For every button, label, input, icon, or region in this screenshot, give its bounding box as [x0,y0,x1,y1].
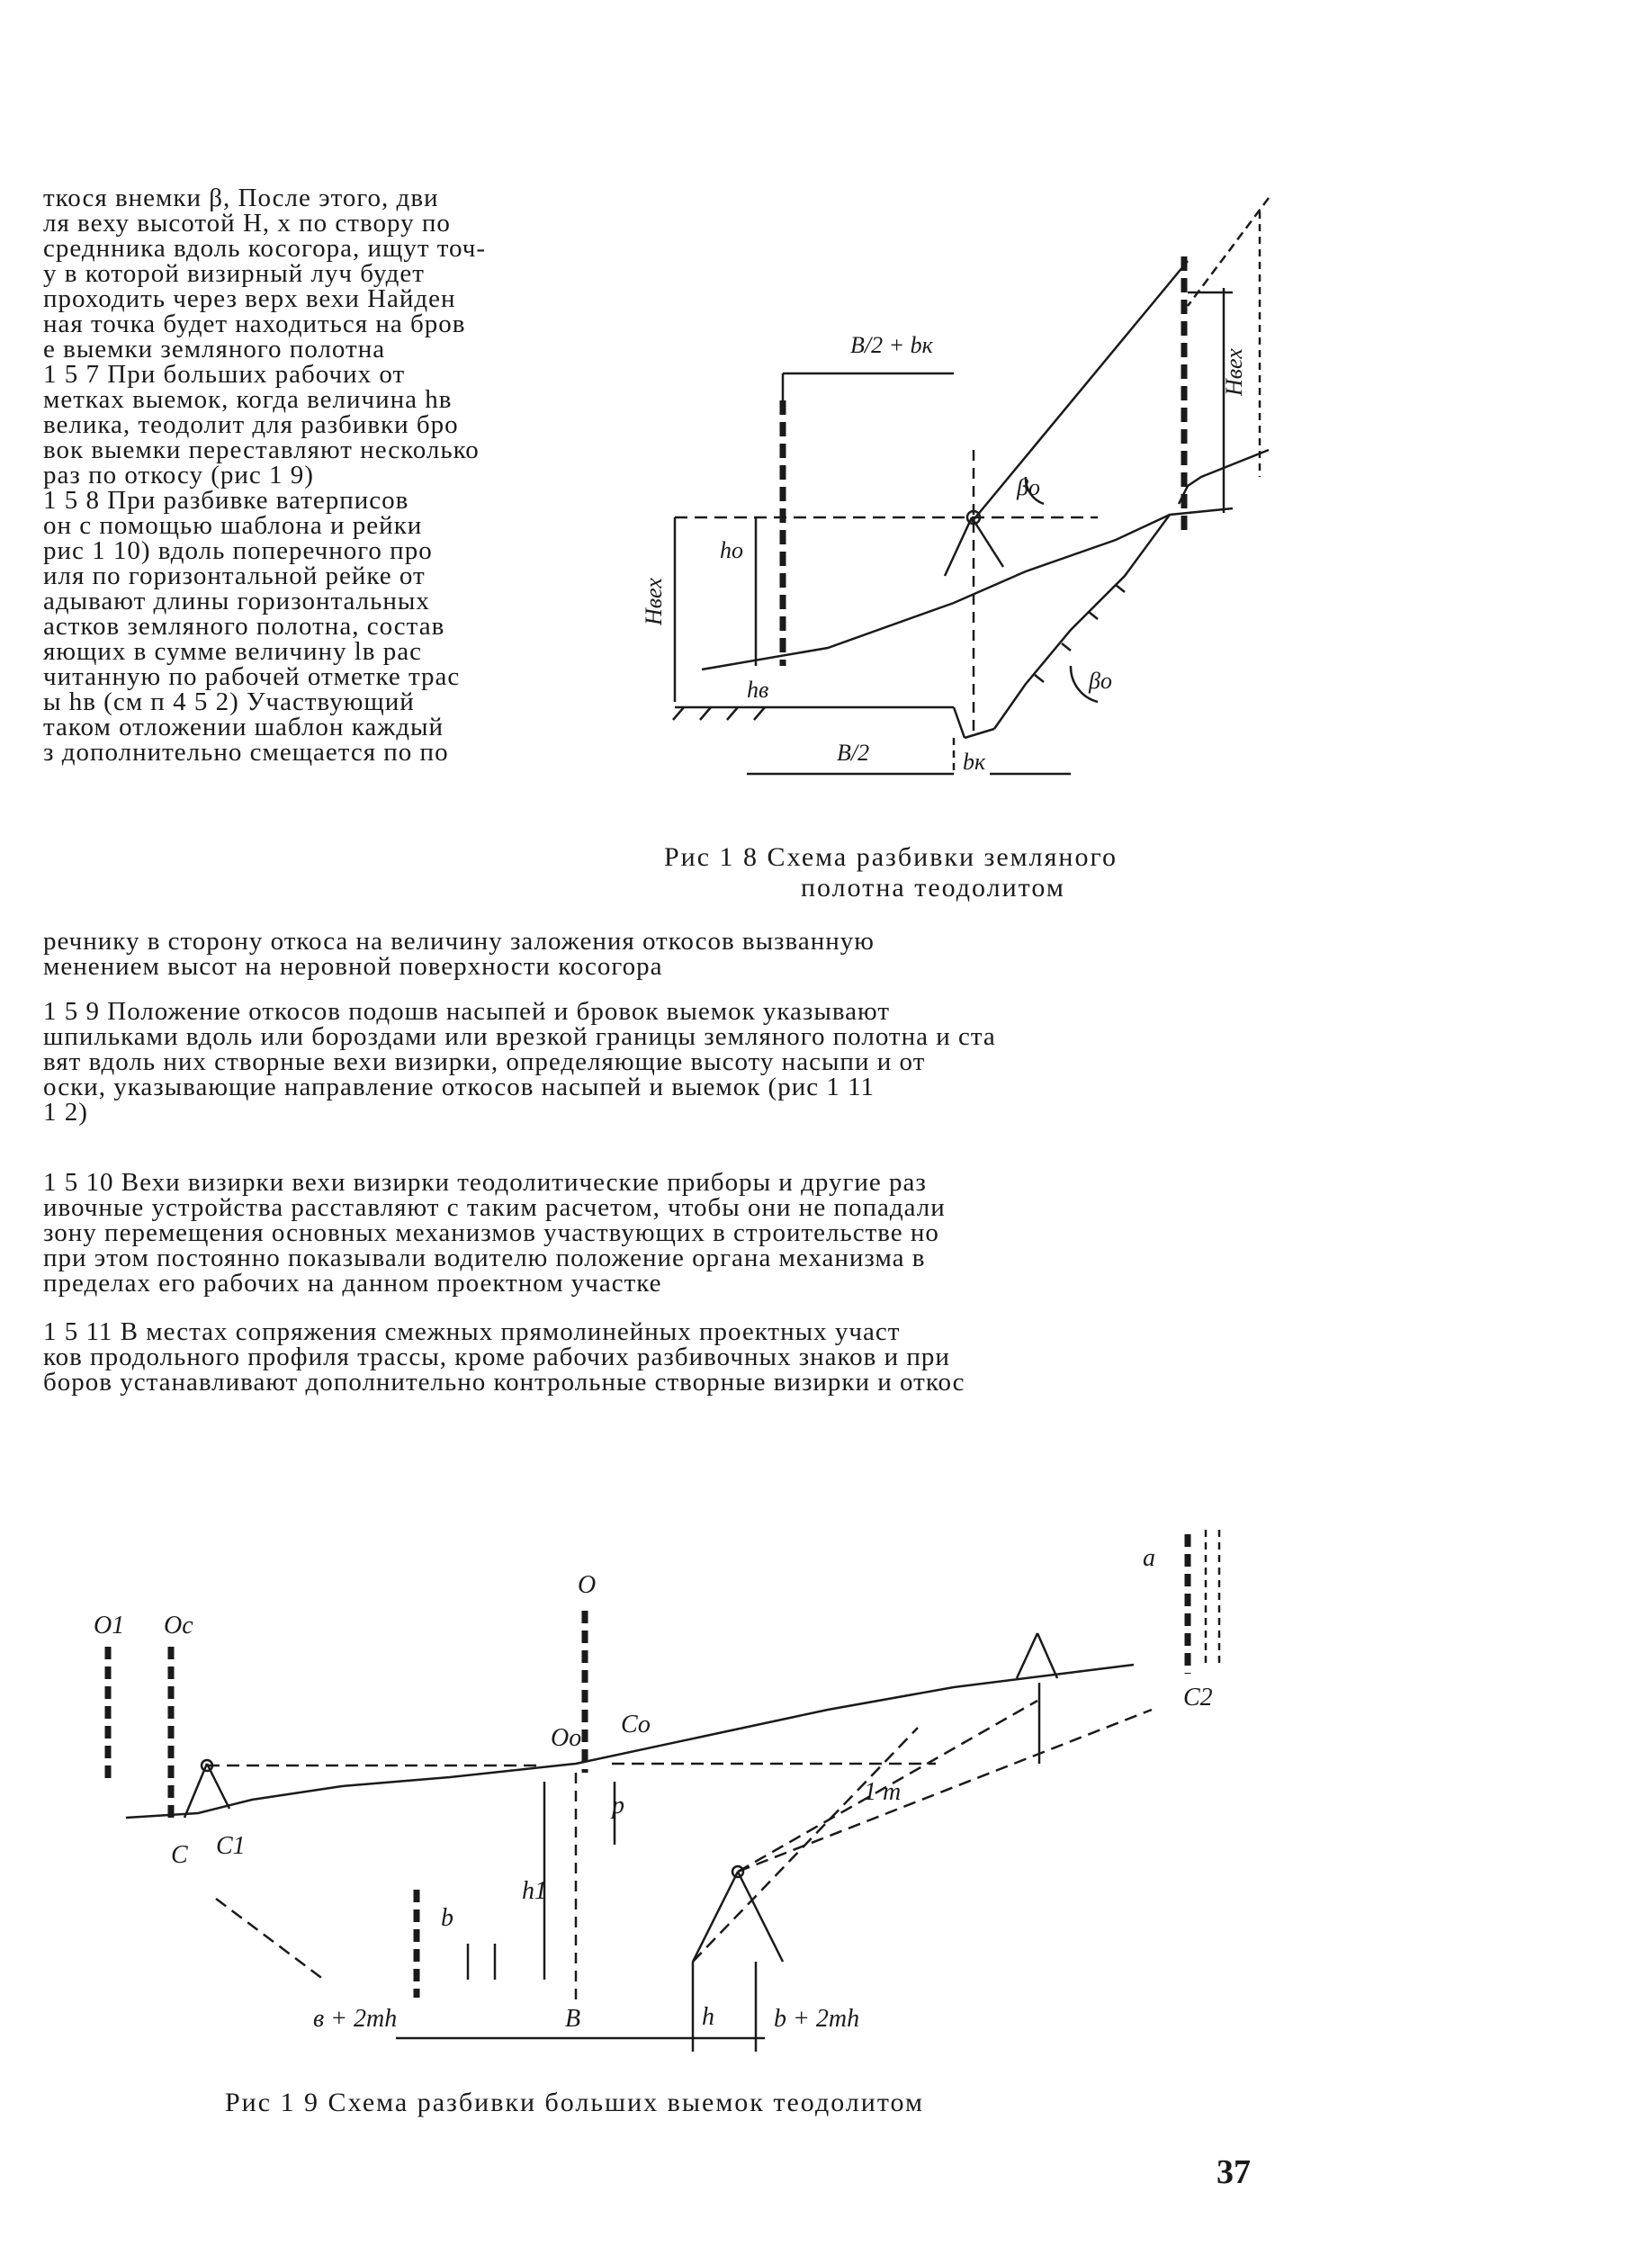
fig19-label-a: а [1143,1544,1155,1572]
left-column-line: 1 5 7 При больших рабочих от [43,360,406,389]
fig19-label-c0: Со [621,1711,651,1738]
fig19-label-c: С [171,1841,188,1869]
left-column-line: проходить через верх вехи Найден [43,284,456,313]
left-column-line: 1 5 8 При разбивке ватерписов [43,486,409,515]
figure-1-8-caption-line1: Рис 1 8 Схема разбивки земляного [664,842,1118,872]
left-column-line: велика, теодолит для разбивки бро [43,410,459,439]
left-column-line: яющих в сумме величину lв рас [43,637,422,666]
paragraph-line: ивочные устройства расставляют с таким расчетом, чтобы они не попадали [43,1193,946,1222]
fig19-label-o-top: О [578,1571,597,1599]
left-column-line: метках выемок, когда величина hв [43,385,453,414]
fig18-label-hveh-left: Нвех [641,578,667,625]
fig19-label-h: h [702,2003,714,2031]
fig18-label-beta-top: βо [1017,474,1040,500]
left-column-line: раз по откосу (рис 1 9) [43,461,314,490]
fig19-label-c2: С2 [1183,1684,1213,1711]
fig19-label-p: р [612,1792,624,1819]
left-column-line: среднника вдоль косогора, ищут точ- [43,234,487,263]
fig19-label-b: В [565,2005,581,2033]
paragraph-line: зону перемещения основных механизмов участвующих в строительстве но [43,1218,939,1247]
fig18-label-b2bk: В/2 + bк [850,332,933,358]
paragraph-1-5-11 [43,1319,1249,1395]
paragraph-line: пределах его рабочих на данном проектном участке [43,1269,662,1298]
left-column-line: вок выемки переставляют несколько [43,436,480,464]
paragraph-1-5-10 [43,1170,1249,1296]
paragraph-line: вят вдоль них створные вехи визирки, определяющие высоту насыпи и от [43,1047,926,1076]
left-column-text [43,185,610,765]
paragraph-line: 1 5 11 В местах сопряжения смежных прямолинейных проектных участ [43,1317,901,1346]
fig19-label-right-bottom: b + 2mh [774,2005,860,2033]
fig19-label-o1: О1 [94,1612,125,1640]
left-column-line: ля веху высотой Н, х по створу по [43,209,451,238]
continuation-text [43,929,1249,979]
paragraph-line: 1 5 9 Положение откосов подошв насыпей и бровок выемок указывают [43,997,891,1026]
paragraph-line: боров устанавливают дополнительно контрольные створные визирки и откос [43,1368,965,1397]
fig18-label-beta-bottom: βо [1089,668,1112,694]
continuation-line: менением высот на неровной поверхности косогора [43,952,663,981]
left-column-line: е выемки земляного полотна [43,335,386,364]
fig19-label-c1: С1 [216,1832,246,1860]
fig19-label-left-bottom: в + 2mh [313,2005,398,2033]
paragraph-line: шпильками вдоль или бороздами или врезкой границы земляного полотна и ста [43,1022,996,1051]
fig18-label-hv: hв [747,677,769,703]
figure-1-9 [72,1476,1260,2033]
figure-1-8-caption-line2: полотна теодолитом [801,873,1065,903]
left-column-line: таком отложении шаблон каждый [43,713,444,741]
left-column-line: у в которой визирный луч будет [43,259,425,288]
paragraph-line: 1 2) [43,1098,88,1127]
fig19-label-b-small: b [441,1904,453,1932]
page-number: 37 [1217,2153,1251,2191]
left-column-line: адывают длины горизонтальных [43,587,430,615]
left-column-line: ы hв (см п 4 5 2) Участвующий [43,687,415,716]
left-column-line: иля по горизонтальной рейке от [43,562,426,590]
figure-1-9-caption: Рис 1 9 Схема разбивки больших выемок теодолитом [225,2088,924,2117]
left-column-line: ткося внемки β, После этого, дви [43,184,439,212]
fig18-label-hveh-right: Нвех [1221,348,1247,396]
fig18-label-bk: bк [963,749,986,775]
fig18-label-b2: В/2 [837,740,870,766]
left-column-line: астков земляного полотна, состав [43,612,445,641]
left-column-line: з дополнительно смещается по по [43,738,449,767]
figure-1-8 [641,198,1296,846]
left-column-line: ная точка будет находиться на бров [43,310,466,338]
fig18-label-h0: hо [720,537,743,563]
fig19-label-o0: Оо [551,1724,582,1752]
fig19-label-h1: h1 [522,1877,547,1905]
fig19-label-one-m: 1 m [864,1778,902,1806]
paragraph-line: ков продольного профиля трассы, кроме рабочих разбивочных знаков и при [43,1343,950,1371]
paragraph-line: оски, указывающие направление откосов насыпей и выемок (рис 1 11 [43,1073,875,1101]
paragraph-1-5-9 [43,999,1249,1125]
paragraph-line: 1 5 10 Вехи визирки вехи визирки теодолитические приборы и другие раз [43,1168,927,1197]
paragraph-line: при этом постоянно показывали водителю положение органа механизма в [43,1244,926,1272]
left-column-line: он с помощью шаблона и рейки [43,511,423,540]
fig19-label-oc: Ос [164,1612,193,1640]
continuation-line: речнику в сторону откоса на величину заложения откосов вызванную [43,927,875,956]
left-column-line: читанную по рабочей отметке трас [43,662,461,691]
left-column-line: рис 1 10) вдоль поперечного про [43,536,433,565]
